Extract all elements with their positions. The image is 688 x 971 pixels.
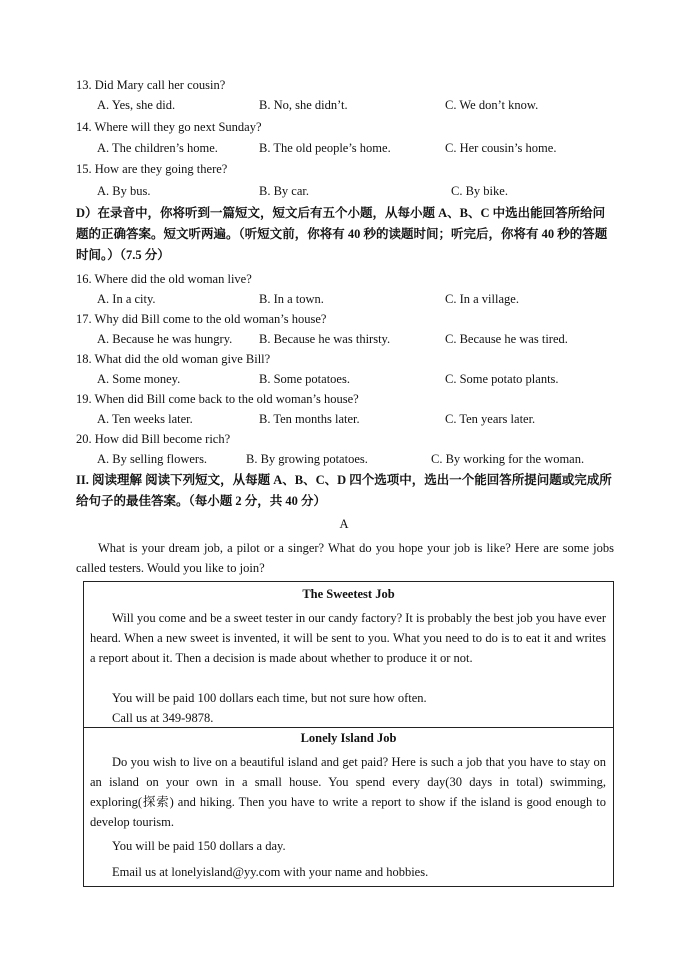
job-island-contact: Email us at lonelyisland@yy.com with your name and hobbies. <box>112 865 429 879</box>
option-18-c: C. Some potato plants. <box>445 372 559 386</box>
option-13-a: A. Yes, she did. <box>97 98 176 112</box>
option-19-a: A. Ten weeks later. <box>97 412 193 426</box>
passage-intro: What is your dream job, a pilot or a singer? What do you hope your job is like? Here are some jobs called testers. Would you like to join? <box>76 541 614 575</box>
option-17-c: C. Because he was tired. <box>445 332 568 346</box>
option-19-b: B. Ten months later. <box>259 412 360 426</box>
option-16-c: C. In a village. <box>445 292 519 306</box>
question-19: 19. When did Bill come back to the old woman’s house? <box>76 392 359 406</box>
question-18: 18. What did the old woman give Bill? <box>76 352 271 366</box>
option-14-a: A. The children’s home. <box>97 141 218 155</box>
option-19-c: C. Ten years later. <box>445 412 536 426</box>
option-18-a: A. Some money. <box>97 372 181 386</box>
option-17-b: B. Because he was thirsty. <box>259 332 391 346</box>
job-sweetest-pay: You will be paid 100 dollars each time, but not sure how often. <box>112 691 427 705</box>
job-island-paragraph-1: Do you wish to live on a beautiful island and get paid? Here is such a job that you have to stay on an island on your own in a small house. You spend every day(30 days in total) swimming, exploring(探索) and hiking. Then you have to write a report to show if the island is good enough to develop tourism. <box>90 755 606 829</box>
job-title-lonely-island: Lonely Island Job <box>300 731 397 745</box>
job-box-sweetest <box>83 581 614 728</box>
job-sweetest-paragraph-1: Will you come and be a sweet tester in our candy factory? It is probably the best job you have ever heard. When a new sweet is invented, it will be sent to you. What you need to do is to eat it and writes a report about it. Then a decision is made about whether to produce it or not. <box>90 611 606 665</box>
option-17-a: A. Because he was hungry. <box>97 332 233 346</box>
option-18-b: B. Some potatoes. <box>259 372 350 386</box>
question-20: 20. How did Bill become rich? <box>76 432 231 446</box>
option-13-c: C. We don’t know. <box>445 98 539 112</box>
option-13-b: B. No, she didn’t. <box>259 98 348 112</box>
section-ii-instructions: II. 阅读理解 阅读下列短文，从每题 A、B、C、D 四个选项中，选出一个能回答所提问题或完成所给句子的最佳答案。（每小题 2 分，共 40 分） <box>76 473 612 508</box>
option-20-a: A. By selling flowers. <box>97 452 208 466</box>
option-14-b: B. The old people’s home. <box>259 141 391 155</box>
option-15-c: C. By bike. <box>451 184 508 198</box>
option-15-b: B. By car. <box>259 184 309 198</box>
job-sweetest-contact: Call us at 349-9878. <box>112 711 214 725</box>
section-d-instructions: D）在录音中，你将听到一篇短文，短文后有五个小题，从每小题 A、B、C 中选出能回答所给问题的正确答案。短文听两遍。（听短文前，你将有 40 秒的读题时间；听完后，你将有 40 秒的答题时间。）（7.5 分） <box>76 206 608 262</box>
question-17: 17. Why did Bill come to the old woman’s house? <box>76 312 327 326</box>
job-title-sweetest: The Sweetest Job <box>302 587 395 601</box>
question-16: 16. Where did the old woman live? <box>76 272 252 286</box>
job-island-pay: You will be paid 150 dollars a day. <box>112 839 286 853</box>
option-14-c: C. Her cousin’s home. <box>445 141 557 155</box>
question-15: 15. How are they going there? <box>76 162 228 176</box>
question-13: 13. Did Mary call her cousin? <box>76 78 226 92</box>
question-14: 14. Where will they go next Sunday? <box>76 120 262 134</box>
option-16-b: B. In a town. <box>259 292 324 306</box>
option-15-a: A. By bus. <box>97 184 151 198</box>
option-20-c: C. By working for the woman. <box>431 452 585 466</box>
option-16-a: A. In a city. <box>97 292 156 306</box>
option-20-b: B. By growing potatoes. <box>246 452 368 466</box>
passage-label: A <box>339 517 349 531</box>
job-box-lonely-island <box>83 726 614 887</box>
